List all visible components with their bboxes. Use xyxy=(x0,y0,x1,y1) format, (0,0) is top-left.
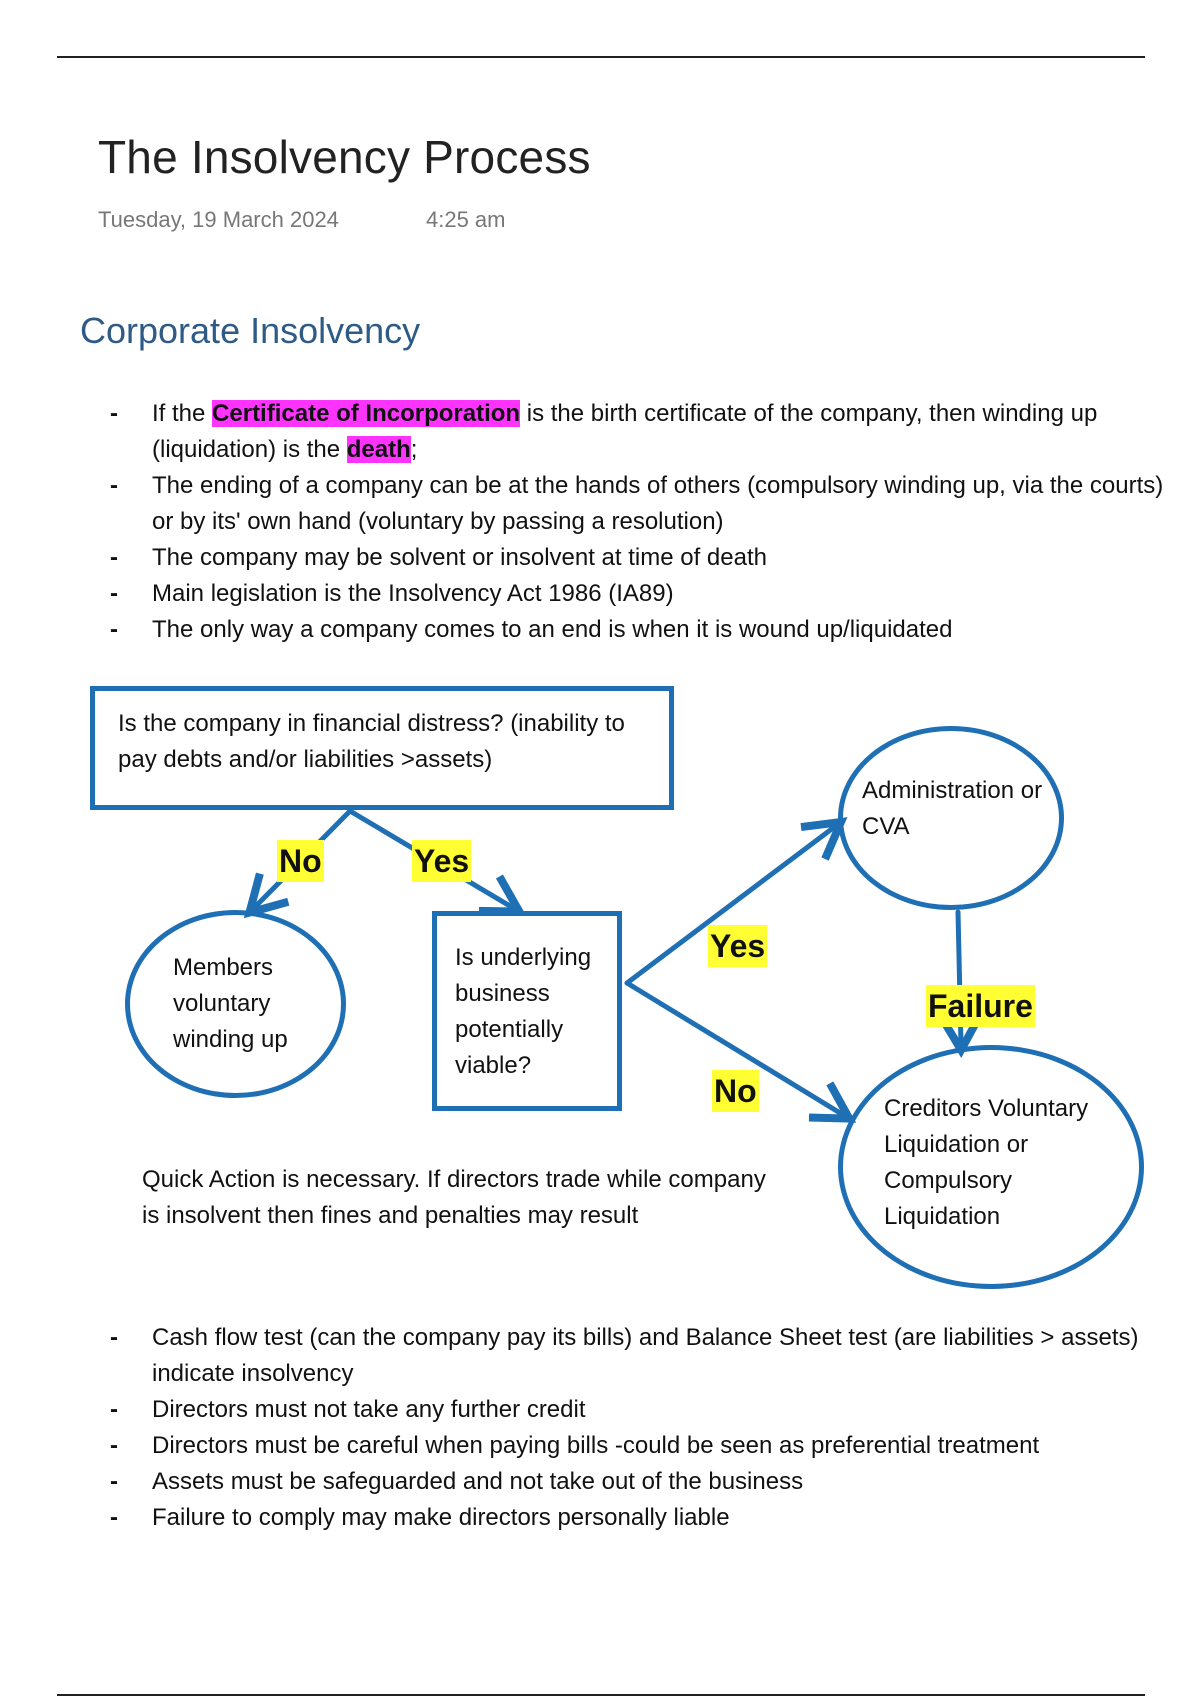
bullet-dash: - xyxy=(110,472,118,499)
bullet-dash: - xyxy=(110,1504,118,1531)
bullet-text-post: ; xyxy=(410,436,418,463)
list-item xyxy=(110,540,1170,576)
list-item xyxy=(110,1392,1180,1428)
bullet-text: Assets must be safeguarded and not take out of the business xyxy=(152,1468,804,1495)
bullet-list-bottom xyxy=(110,1320,1180,1536)
bullet-dash: - xyxy=(110,400,118,427)
bullet-dash: - xyxy=(110,1324,118,1351)
label-no-left: No xyxy=(277,840,324,882)
label-no-right: No xyxy=(712,1070,759,1112)
label-yes-left: Yes xyxy=(412,840,471,882)
bullet-text: Cash flow test (can the company pay its bills) and Balance Sheet test (are liabilities > assets) indicate insolvency xyxy=(152,1324,1139,1387)
question-text: Is the company in financial distress? (inability to pay debts and/or liabilities >assets) xyxy=(118,710,625,773)
quick-action-note: Quick Action is necessary. If directors trade while company is insolvent then fines and penalties may result xyxy=(142,1166,766,1229)
bullet-text: Directors must not take any further credit xyxy=(152,1396,586,1423)
page-time: 4:25 am xyxy=(426,207,506,232)
top-divider xyxy=(57,56,1145,58)
administration-text: Administration or CVA xyxy=(862,777,1043,840)
label-failure: Failure xyxy=(926,985,1035,1027)
list-item xyxy=(110,1500,1180,1536)
list-item xyxy=(110,396,1170,468)
creditors-text: Creditors Voluntary Liquidation or Compulsory Liquidation xyxy=(884,1095,1089,1230)
bottom-divider xyxy=(57,1694,1145,1696)
bullet-text: The ending of a company can be at the hands of others (compulsory winding up, via the courts) or by its' own hand (voluntary by passing a resolution) xyxy=(152,472,1164,535)
viable-text: Is underlying business potentially viable? xyxy=(455,944,592,1079)
bullet-dash: - xyxy=(110,1432,118,1459)
bullet-dash: - xyxy=(110,1468,118,1495)
list-item xyxy=(110,1428,1180,1464)
bullet-text-pre: If the xyxy=(152,400,213,427)
list-item xyxy=(110,576,1170,612)
members-text: Members voluntary winding up xyxy=(173,954,288,1053)
highlight-certificate: Certificate of Incorporation xyxy=(212,400,521,427)
bullet-dash: - xyxy=(110,544,118,571)
bullet-list-top xyxy=(110,396,1170,648)
bullet-text: Failure to comply may make directors personally liable xyxy=(152,1504,730,1531)
label-yes-right: Yes xyxy=(708,925,767,967)
bullet-dash: - xyxy=(110,1396,118,1423)
highlight-death: death xyxy=(346,436,411,463)
bullet-dash: - xyxy=(110,580,118,607)
bullet-text: Main legislation is the Insolvency Act 1986 (IA89) xyxy=(152,580,674,607)
list-item xyxy=(110,1320,1180,1392)
bullet-text-mid: is the birth certificate of the company, then winding up (liquidation) is the xyxy=(152,400,1098,463)
list-item xyxy=(110,1464,1180,1500)
section-heading: Corporate Insolvency xyxy=(80,310,421,351)
bullet-text: Directors must be careful when paying bills -could be seen as preferential treatment xyxy=(152,1432,1040,1459)
page-date: Tuesday, 19 March 2024 xyxy=(98,207,339,232)
page-title: The Insolvency Process xyxy=(98,131,591,183)
bullet-dash: - xyxy=(110,616,118,643)
list-item xyxy=(110,468,1170,540)
list-item xyxy=(110,612,1170,648)
bullet-text: The only way a company comes to an end is when it is wound up/liquidated xyxy=(152,616,953,643)
bullet-text: The company may be solvent or insolvent at time of death xyxy=(152,544,767,571)
